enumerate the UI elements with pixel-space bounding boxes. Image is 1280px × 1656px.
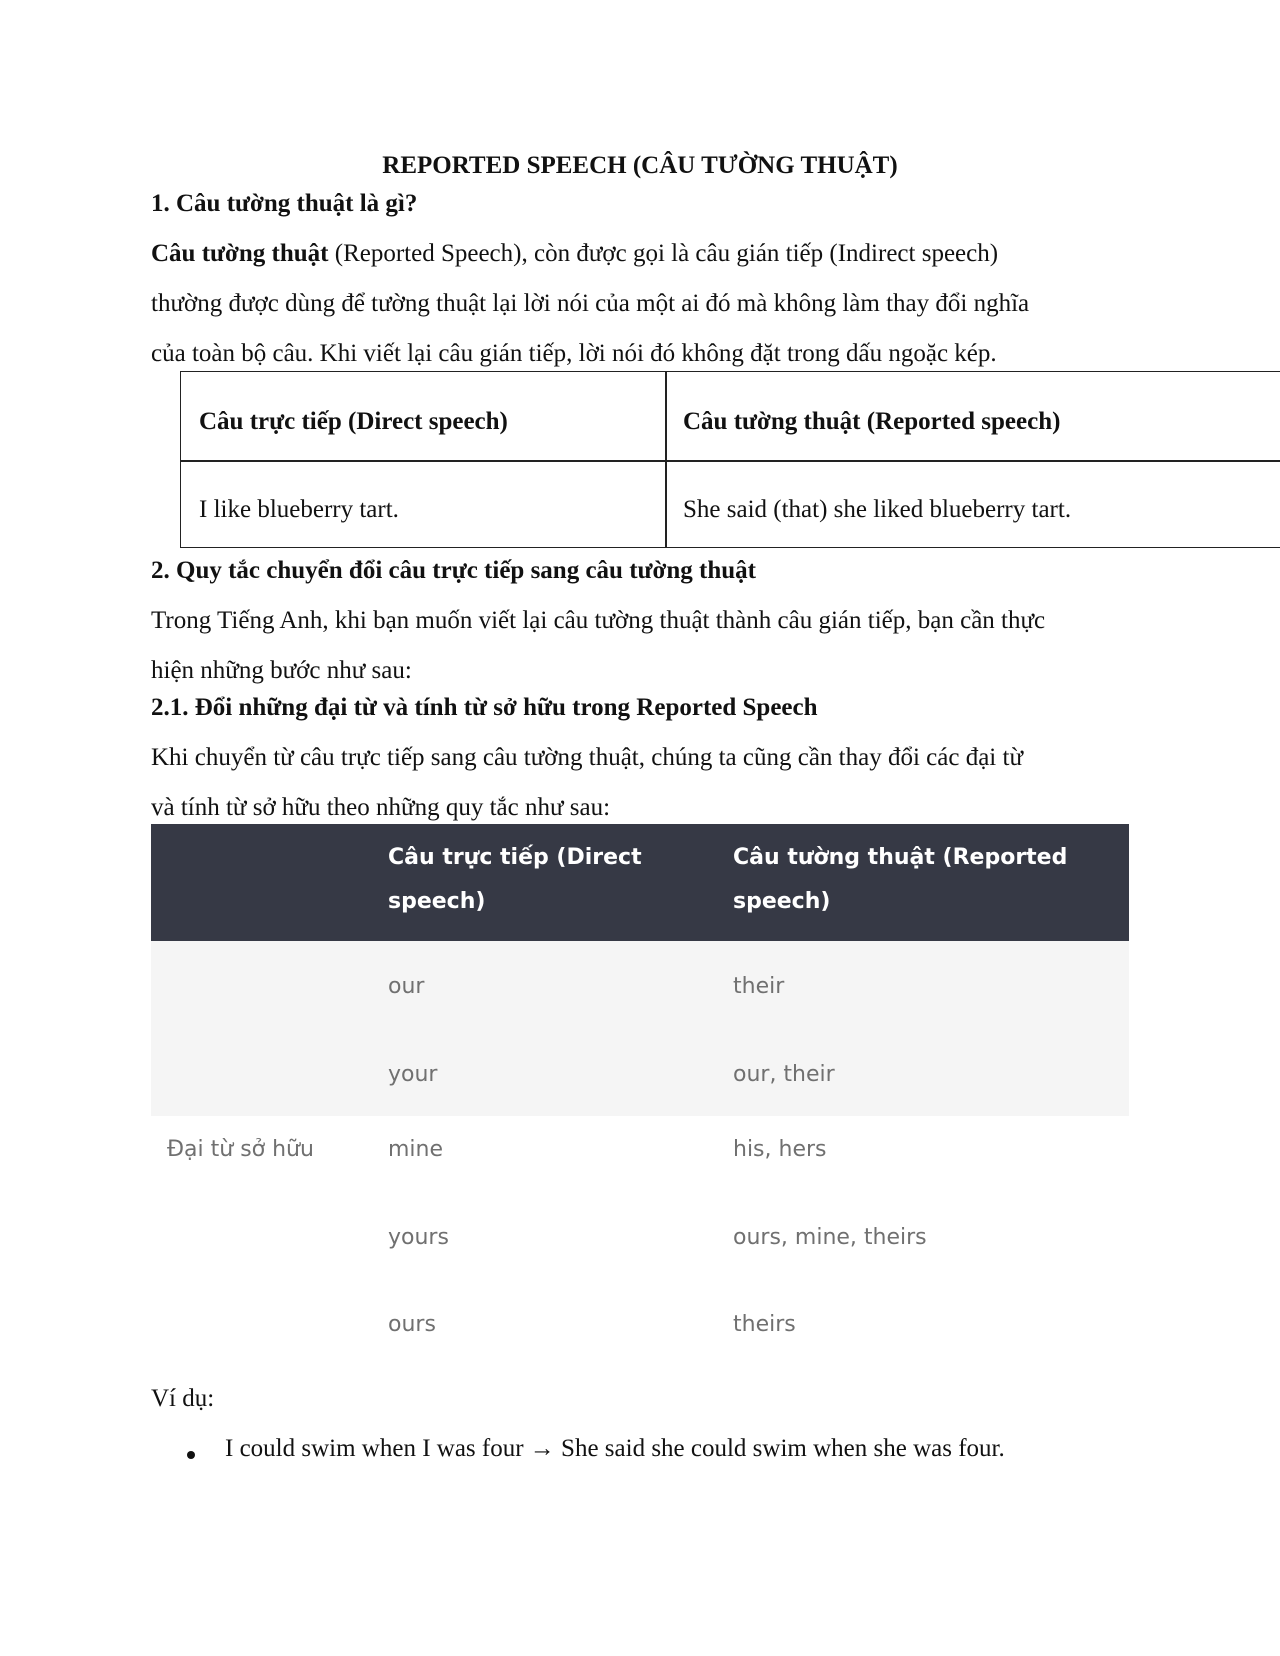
row-1-reported: their [733,974,785,999]
table-cell-direct: I like blueberry tart. [199,496,399,523]
section-2-1-paragraph-line-2: và tính từ sở hữu theo những quy tắc như sau: [151,794,611,821]
section-1-heading: 1. Câu tường thuật là gì? [151,190,418,217]
row-3-reported: his, hers [733,1137,827,1162]
table-cell-reported: She said (that) she liked blueberry tart. [683,496,1072,523]
section-1-paragraph-line-2: thường được dùng để tường thuật lại lời nói của một ai đó mà không làm thay đổi nghĩa [151,290,1030,317]
example-label: Ví dụ: [151,1385,215,1412]
section-2-1-heading: 2.1. Đổi những đại từ và tính từ sở hữu trong Reported Speech [151,694,818,721]
table-header-direct: Câu trực tiếp (Direct speech) [199,408,508,435]
header-direct-speech [388,836,728,924]
section-1-paragraph-line-1 [151,236,998,272]
section-2-1-paragraph-line-1: Khi chuyển từ câu trực tiếp sang câu tường thuật, chúng ta cũng cần thay đổi các đại từ [151,744,1023,771]
category-label: Đại từ sở hữu [167,1137,314,1162]
document-title: REPORTED SPEECH (CÂU TƯỜNG THUẬT) [382,152,898,179]
header-reported-line-1: Câu tường thuật (Reported [733,845,1068,870]
header-direct-line-1: Câu trực tiếp (Direct [388,845,642,870]
bold-term: Câu tường thuật [151,240,329,267]
table-row-divider [181,460,1280,462]
line-1-rest: (Reported Speech), còn được gọi là câu gián tiếp (Indirect speech) [328,240,999,267]
row-4-direct: yours [388,1225,449,1250]
section-2-heading: 2. Quy tắc chuyển đổi câu trực tiếp sang câu tường thuật [151,557,756,584]
row-4-reported: ours, mine, theirs [733,1225,927,1250]
section-2-paragraph-line-2: hiện những bước như sau: [151,657,412,684]
header-reported-speech [733,836,1113,924]
header-reported-line-2: speech) [733,889,831,914]
bullet-icon [187,1451,195,1459]
row-5-direct: ours [388,1312,436,1337]
row-2-reported: our, their [733,1062,835,1087]
example-bullet-1: I could swim when I was four → She said she could swim when she was four. [225,1435,1005,1462]
header-direct-line-2: speech) [388,889,486,914]
possessive-pronouns-table [151,824,1129,1354]
direct-reported-example-table [180,371,1280,548]
row-3-direct: mine [388,1137,444,1162]
row-5-reported: theirs [733,1312,796,1337]
row-1-direct: our [388,974,425,999]
row-2-direct: your [388,1062,438,1087]
table-header-reported: Câu tường thuật (Reported speech) [683,408,1061,435]
section-1-paragraph-line-3: của toàn bộ câu. Khi viết lại câu gián tiếp, lời nói đó không đặt trong dấu ngoặc kép. [151,340,997,367]
table-shaded-band [151,941,1129,1116]
section-2-paragraph-line-1: Trong Tiếng Anh, khi bạn muốn viết lại câu tường thuật thành câu gián tiếp, bạn cần thực [151,607,1046,634]
